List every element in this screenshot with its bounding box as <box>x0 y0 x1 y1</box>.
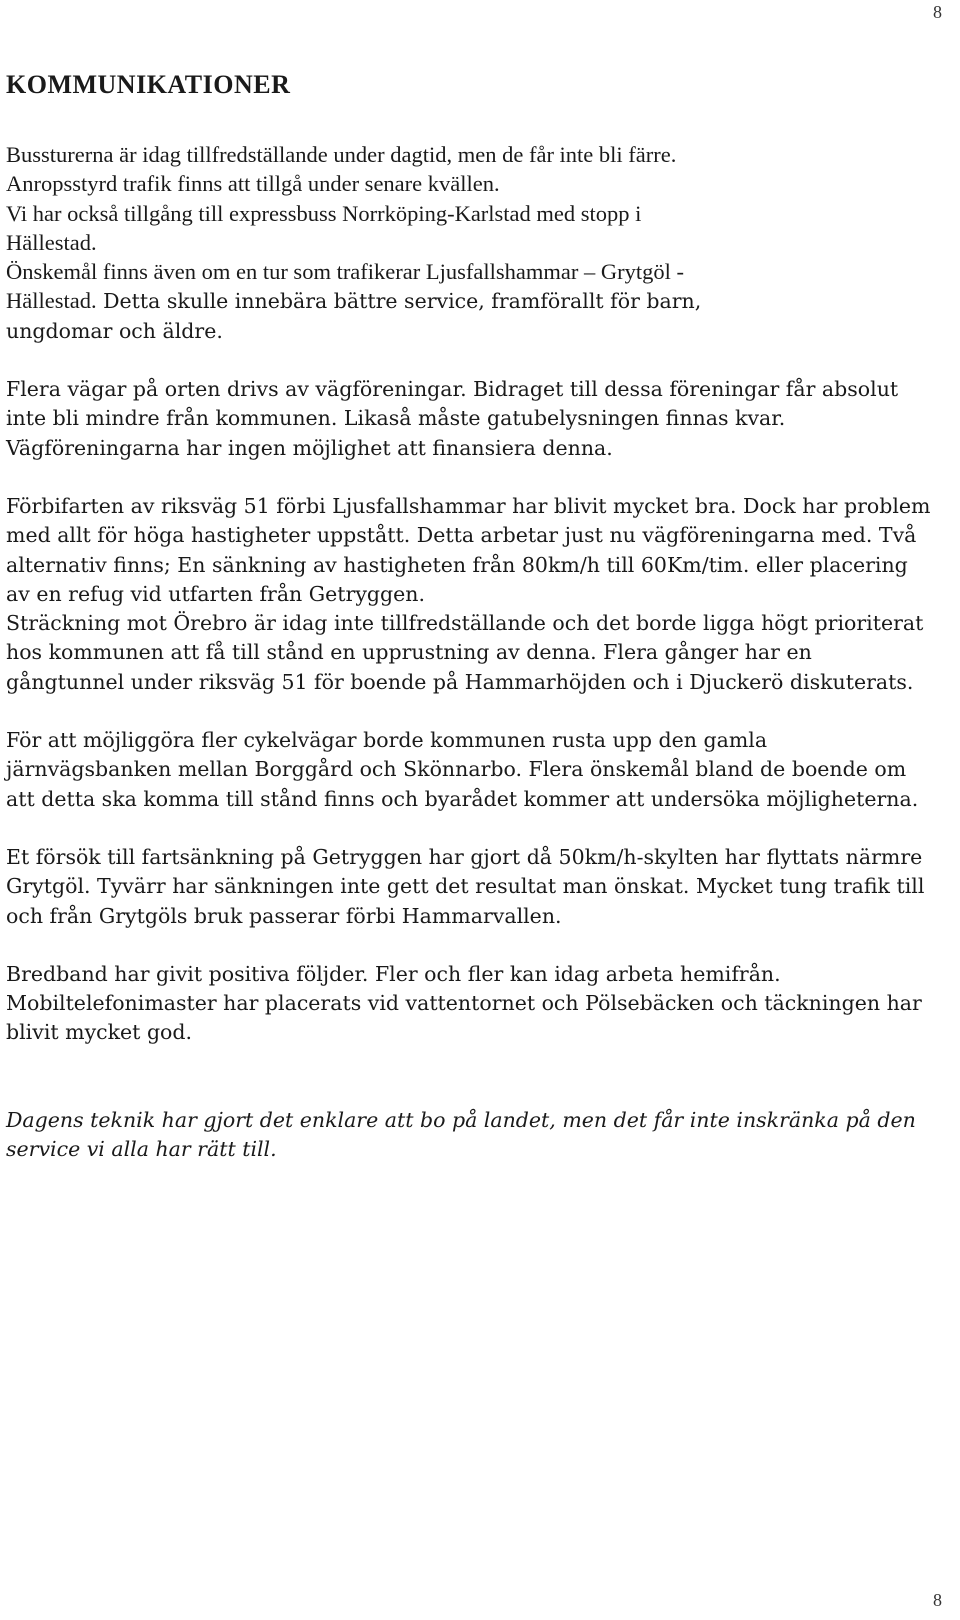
text-line: Bussturerna är idag tillfredställande under dagtid, men de får inte bli färre. <box>6 142 677 167</box>
paragraph-speed-reduction: Et försök till fartsänkning på Getryggen har gjort då 50km/h-skylten har flyttats närmre Grytgöl. Tyvärr har sänkningen inte gett det resultat man önskat. Mycket tung trafik till och från Grytgöls bruk passerar förbi Hammarvallen. <box>6 844 925 928</box>
section-heading: KOMMUNIKATIONER <box>6 70 291 99</box>
paragraph-orebro-route: Sträckning mot Örebro är idag inte tillfredställande och det borde ligga högt prioriterat hos kommunen att få till stånd en upprustning av denna. Flera gånger har en gångtunnel under riksväg 51 för boende på Hammarhöjden och i Djuckerö diskuterats. <box>6 611 924 694</box>
paragraph-road-associations: Flera vägar på orten drivs av vägföreningar. Bidraget till dessa föreningar får absolut inte bli mindre från kommunen. Likaså måste gatubelysningen finnas kvar. Vägföreningarna har ingen möjlighet att finansiera denna. <box>6 377 899 460</box>
text-span: Hällestad. <box>6 288 97 314</box>
paragraph-bypass-route-51: Förbifarten av riksväg 51 förbi Ljusfallshammar har blivit mycket bra. Dock har problem med allt för höga hastigheter uppstått. Detta arbetar just nu vägföreningarna med. Två alternativ finns; En sänkning av hastigheten från 80km/h till 60Km/tim. eller placering av en refug vid utfarten från Getryggen. <box>6 493 931 606</box>
closing-statement: Dagens teknik har gjort det enklare att bo på landet, men det får inte inskränka på den service vi alla har rätt till. <box>6 1107 916 1162</box>
text-line: Hällestad. <box>6 229 97 255</box>
page-number-bottom: 8 <box>933 1590 942 1610</box>
text-span: Detta skulle innebära bättre service, framförallt för barn, <box>96 289 702 314</box>
text-line: Önskemål finns även om en tur som trafikerar Ljusfallshammar – Grytgöl - <box>6 259 684 285</box>
text-line <box>6 286 936 316</box>
paragraph-bus-service <box>6 140 936 346</box>
paragraph-bike-paths: För att möjliggöra fler cykelvägar borde kommunen rusta upp den gamla järnvägsbanken mellan Borggård och Skönnarbo. Flera önskemål bland de boende om att detta ska komma till stånd finns och byarådet kommer att undersöka möjligheterna. <box>6 728 919 811</box>
page-number-top: 8 <box>933 2 942 22</box>
document-body <box>6 70 936 1164</box>
text-line: ungdomar och äldre. <box>6 318 223 343</box>
text-line: Anropsstyrd trafik finns att tillgå under senare kvällen. <box>6 171 500 197</box>
text-line: Vi har också tillgång till expressbuss Norrköping-Karlstad med stopp i <box>6 200 642 226</box>
paragraph-broadband: Bredband har givit positiva följder. Fler och fler kan idag arbeta hemifrån. Mobiltelefonimaster har placerats vid vattentornet och Pölsebäcken och täckningen har blivit mycket god. <box>6 961 922 1045</box>
